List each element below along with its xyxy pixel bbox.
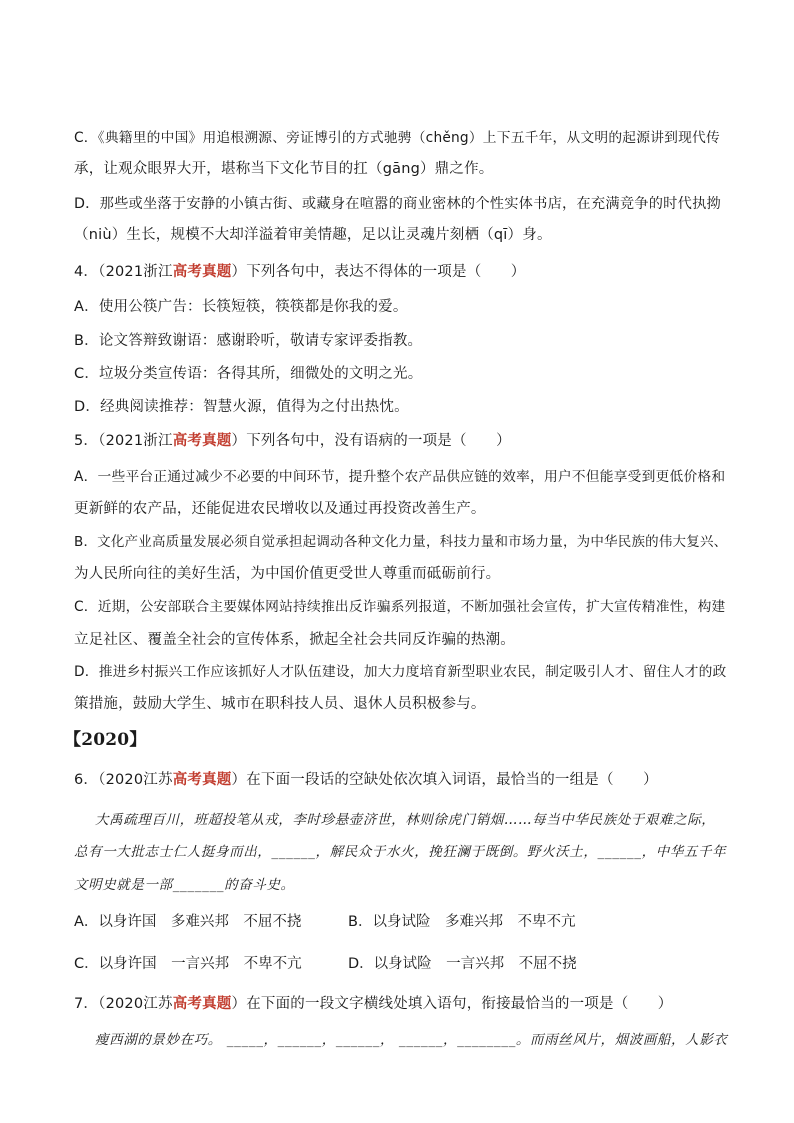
q7-suffix: ）在下面的一段文字横线处填入语句，衔接最恰当的一项是（ ） [231, 996, 673, 1012]
q3-option-c-line2: 承，让观众眼界大开，堪称当下文化节目的扛（gāng）鼎之作。 [74, 161, 494, 177]
q6-suffix: ）在下面一段话的空缺处依次填入词语，最恰当的一组是（ ） [231, 772, 658, 788]
q3-option-d-line2: （niù）生长，规模不大却洋溢着审美情趣，足以让灵魂片刻栖（qī）身。 [74, 227, 552, 243]
q5-option-b-line2: 为人民所向往的美好生活，为中国价值更受世人尊重而砥砺前行。 [74, 566, 501, 582]
q7-tag: 高考真题 [172, 996, 232, 1012]
q6-option-b: B．以身试险 多难兴邦 不卑不亢 [348, 914, 576, 930]
q5-option-c-line2: 立足社区、覆盖全社会的宣传体系，掀起全社会共同反诈骗的热潮。 [74, 632, 515, 648]
q4-option-b: B．论文答辩致谢语：感谢聆听，敬请专家评委指教。 [74, 333, 423, 349]
q4-option-d: D．经典阅读推荐：智慧火源，值得为之付出热忱。 [74, 399, 409, 415]
q7-prefix: 7．（2020江苏 [74, 996, 173, 1012]
q5-option-a-line1: A．一些平台正通过减少不必要的中间环节，提升整个农产品供应链的效率，用户不但能享受到更低价格和 [74, 469, 726, 485]
q5-option-a-line2: 更新鲜的农产品，还能促进农民增收以及通过再投资改善生产。 [74, 501, 486, 517]
q4-stem [74, 262, 526, 282]
q6-option-c: C．以身许国 一言兴邦 不卑不亢 [74, 956, 302, 972]
q5-tag: 高考真题 [172, 433, 232, 449]
q5-option-d-line1: D．推进乡村振兴工作应该抓好人才队伍建设，加大力度培育新型职业农民，制定吸引人才、留住人才的政 [74, 664, 727, 680]
q3-option-d-line1: D．那些或坐落于安静的小镇古街、或藏身在喧嚣的商业密林的个性实体书店，在充满竞争的时代执拗 [74, 196, 721, 212]
q3-option-c-line1: C．《典籍里的中国》用追根溯源、旁证博引的方式驰骋（chěng）上下五千年，从文明的起源讲到现代传 [74, 130, 720, 146]
q6-passage-line2: 总有一大批志士仁人挺身而出，______，解民众于水火，挽狂澜于既倒。野火沃土，______，中华五千年 [74, 844, 727, 860]
q5-suffix: ）下列各句中，没有语病的一项是（ ） [231, 433, 511, 449]
q7-stem [74, 994, 673, 1014]
q4-suffix: ）下列各句中，表达不得体的一项是（ ） [231, 264, 526, 280]
q6-passage-line1: 大禹疏理百川，班超投笔从戎，李时珍悬壶济世，林则徐虎门销烟……每当中华民族处于艰难之际， [95, 812, 716, 828]
q5-prefix: 5．（2021浙江 [74, 433, 173, 449]
section-heading: 【2020】 [64, 730, 147, 750]
q4-prefix: 4．（2021浙江 [74, 264, 173, 280]
q6-stem [74, 770, 658, 790]
q7-passage-line1: 瘦西湖的景妙在巧。 _____，______，______， ______，________。而雨丝风片，烟波画船，人影衣 [95, 1032, 728, 1048]
q5-option-c-line1: C．近期，公安部联合主要媒体网站持续推出反诈骗系列报道，不断加强社会宣传，扩大宣传精准性，构建 [74, 599, 726, 615]
q5-stem [74, 431, 511, 451]
q6-passage-line3: 文明史就是一部_______的奋斗史。 [74, 877, 295, 893]
q5-option-d-line2: 策措施，鼓励大学生、城市在职科技人员、退休人员积极参与。 [74, 696, 486, 712]
q6-option-a: A．以身许国 多难兴邦 不屈不挠 [74, 914, 302, 930]
q5-option-b-line1: B．文化产业高质量发展必须自觉承担起调动各种文化力量，科技力量和市场力量，为中华民族的伟大复兴、 [74, 534, 728, 550]
q4-option-c: C．垃圾分类宣传语：各得其所，细微处的文明之光。 [74, 366, 423, 382]
q6-prefix: 6．（2020江苏 [74, 772, 173, 788]
q4-option-a: A．使用公筷广告：长筷短筷，筷筷都是你我的爱。 [74, 299, 408, 315]
q6-option-d: D．以身试险 一言兴邦 不屈不挠 [348, 956, 577, 972]
q6-tag: 高考真题 [172, 772, 232, 788]
q4-tag: 高考真题 [172, 264, 232, 280]
